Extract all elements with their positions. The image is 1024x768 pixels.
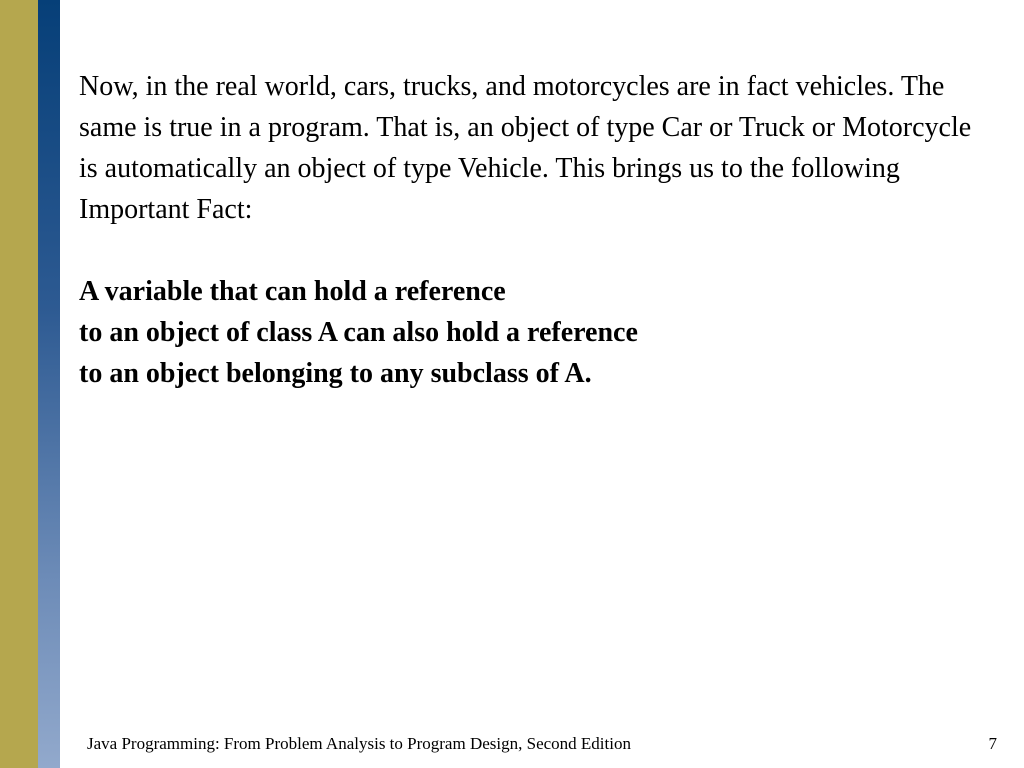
important-fact-line-1: A variable that can hold a reference [79,276,506,307]
important-fact [79,271,979,394]
body-paragraph: Now, in the real world, cars, trucks, and motorcycles are in fact vehicles. The same is true in a program. That is, an object of type Car or Truck or Motorcycle is automatically an object of type Vehicle. This brings us to the following Important Fact: [79,71,972,225]
important-fact-line-3: to an object belonging to any subclass of A. [79,358,592,389]
important-fact-line-2: to an object of class A can also hold a reference [79,317,638,348]
decorative-blue-gradient-stripe [38,0,60,768]
footer-book-title: Java Programming: From Problem Analysis to Program Design, Second Edition [87,734,631,753]
page-number: 7 [988,734,997,753]
decorative-olive-stripe [0,0,38,768]
slide-content [79,66,979,394]
